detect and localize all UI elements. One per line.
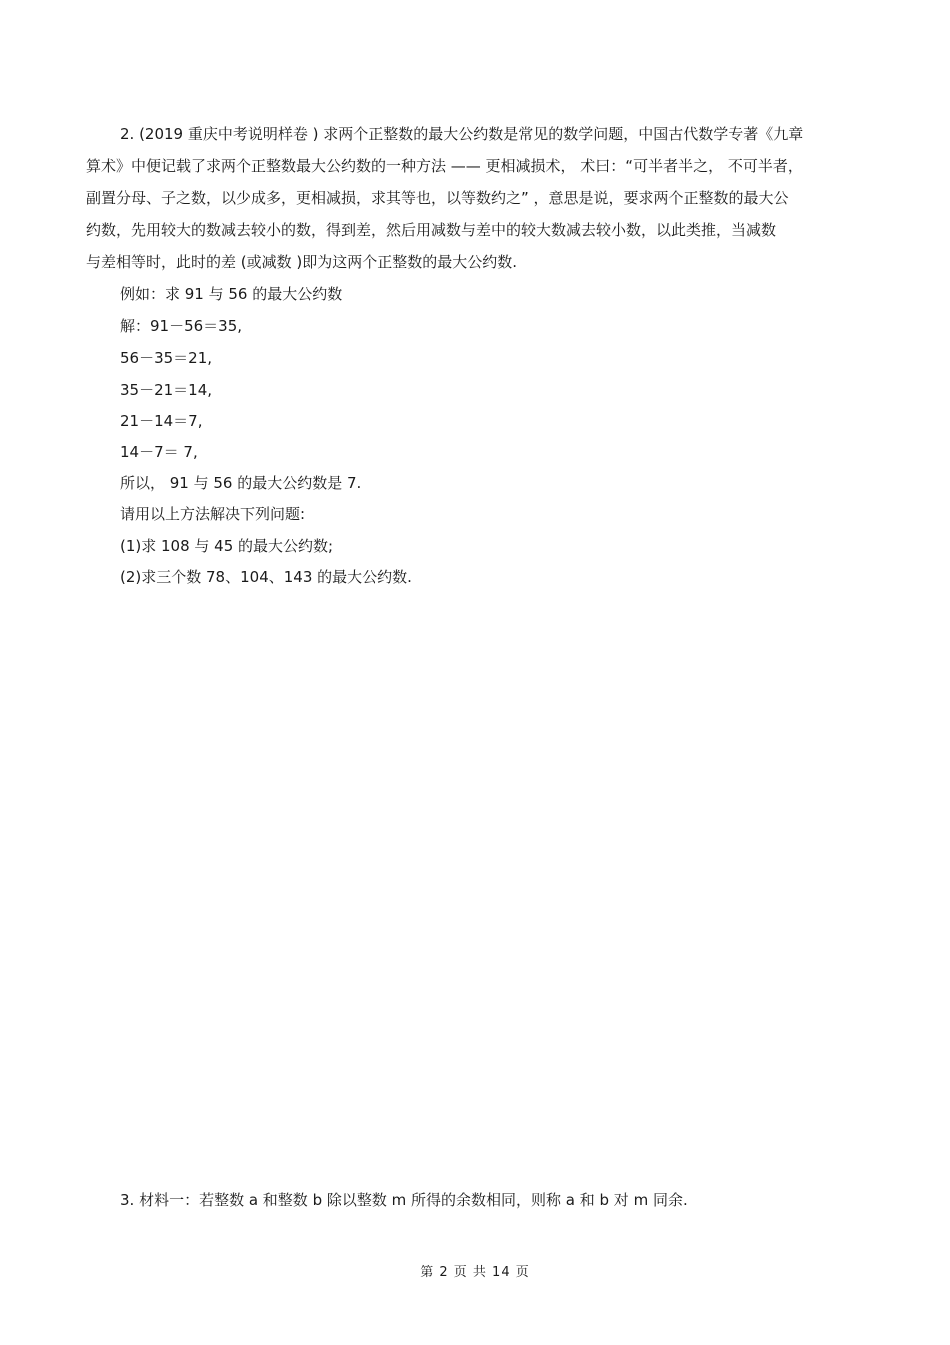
solution-step: 35－21＝14, bbox=[120, 381, 213, 399]
problem-2-line-5: 与差相等时，此时的差 (或减数 )即为这两个正整数的最大公约数. bbox=[86, 253, 518, 271]
problem-2-line-1: 2. (2019 重庆中考说明样卷 ) 求两个正整数的最大公约数是常见的数学问题，中国古代数学专著《九章 bbox=[120, 125, 804, 143]
conclusion: 所以， 91 与 56 的最大公约数是 7. bbox=[120, 474, 362, 492]
solution-step: 56－35＝21, bbox=[120, 349, 213, 367]
solution-step: 解：91－56＝35, bbox=[120, 317, 243, 335]
problem-2-line-3: 副置分母、子之数，以少成多，更相减损，求其等也，以等数约之” ，意思是说，要求两个正整数的最大公 bbox=[86, 189, 789, 207]
problem-3-line-1: 3. 材料一：若整数 a 和整数 b 除以整数 m 所得的余数相同，则称 a 和 b 对 m 同余. bbox=[120, 1191, 688, 1209]
question-2: (2)求三个数 78、104、143 的最大公约数. bbox=[120, 568, 412, 586]
instruction: 请用以上方法解决下列问题: bbox=[120, 505, 306, 523]
question-1: (1)求 108 与 45 的最大公约数; bbox=[120, 537, 334, 555]
problem-2-line-2: 算术》中便记载了求两个正整数最大公约数的一种方法 —— 更相减损术， 术曰：“可半者半之， 不可半者， bbox=[86, 157, 803, 175]
solution-step: 14－7＝ 7, bbox=[120, 443, 198, 461]
solution-step: 21－14＝7, bbox=[120, 412, 203, 430]
page-footer: 第 2 页 共 14 页 bbox=[420, 1265, 530, 1280]
problem-2-line-4: 约数，先用较大的数减去较小的数，得到差，然后用减数与差中的较大数减去较小数，以此类推，当减数 bbox=[86, 221, 777, 239]
example-intro: 例如：求 91 与 56 的最大公约数 bbox=[120, 285, 343, 303]
